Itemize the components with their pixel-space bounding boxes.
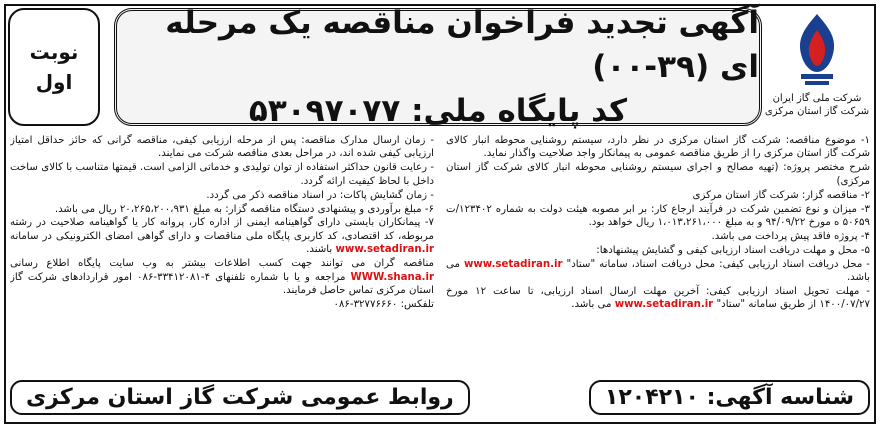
estimate-paragraph: ۶- مبلغ برآوردی و پیشنهادی دستگاه مناقصه گزار: به مبلغ ۲۰،۲۶۵،۲۰۰،۹۳۱ ریال می باشد.: [54, 203, 434, 215]
info-paragraph: مناقصه گران می توانند جهت کسب اطلاعات بیشتر به وب سایت پایگاه اطلاع رسانی WWW.shana.ir مراجعه و یا با شماره تلفنهای ۴-۳۳۴۱۲۰۸۱-۰۸۶ امور قراردادهای شرکت گاز استان مرکزی تماس حاصل فرمایند.: [10, 258, 434, 296]
setad-link[interactable]: www.setadiran.ir: [463, 258, 563, 270]
right-column: [446, 134, 870, 370]
project-description: شرح مختصر پروژه: (تهیه مصالح و اجرای سیستم روشنایی محوطه انبار کالای شرکت گاز استان مرکزی): [446, 162, 870, 187]
tender-organizer: ۲- مناقصه گزار: شرکت گاز استان مرکزی: [692, 189, 870, 201]
turn-label: نوبت: [29, 40, 79, 64]
send-time-paragraph: - زمان ارسال مدارک مناقصه: پس از مرحله ارزیابی کیفی، مناقصه گرانی که حائز حداقل امتیاز ارزیابی کیفی شده اند، در مراحل بعدی مناقصه شرکت می نمایند.: [10, 135, 434, 160]
gas-flame-logo-icon: [777, 8, 857, 88]
company-logo: [762, 8, 872, 128]
opening-time-paragraph: - زمان گشایش پاکات: در اسناد مناقصه ذکر می گردد.: [206, 189, 434, 201]
left-column: [10, 134, 434, 370]
title-box: [114, 5, 762, 129]
contractor-requirements: ۷- پیمانکاران بایستی دارای گواهینامه ایمنی از اداره کار، پروانه کار یا گواهینامه صلاحیت در رشته مربوطه، کد اقتصادی، کد کاربری پایگاه ملی مناقصات و دارای گواهی امضای الکترونیکی در سامانه www.setadiran.ir باشند.: [10, 217, 434, 256]
telefax: تلفکس: ۳۲۷۷۶۶۶۰-۰۸۶: [333, 298, 434, 310]
national-code: کد پایگاه ملی: ۵۳۰۹۷۰۷۷: [248, 93, 628, 129]
documents-heading: ۵- محل و مهلت دریافت اسناد ارزیابی کیفی و گشایش پیشنهادها:: [596, 244, 870, 256]
setad-link-3[interactable]: www.setadiran.ir: [335, 244, 434, 256]
subject-paragraph: ۱- موضوع مناقصه: شرکت گاز استان مرکزی در نظر دارد، سیستم روشنایی محوطه انبار کالای شرکت گاز استان مرکزی را از طریق مناقصه عمومی به پیمانکار واجد صلاحیت واگذار نماید.: [446, 135, 870, 160]
footer: [10, 376, 870, 418]
ad-id: شناسه آگهی: ۱۲۰۴۲۱۰: [589, 380, 870, 415]
ad-title: آگهی تجدید فراخوان مناقصه یک مرحله ای (۳۹-۰۰): [165, 5, 759, 85]
documents-deadline: - مهلت تحویل اسناد ارزیابی کیفی: آخرین مهلت ارسال اسناد ارزیابی، تا ساعت ۱۲ مورخ ۱۴۰۰/۰۷/۲۷ از طریق سامانه "ستاد" www.setadiran.ir می باشد.: [446, 285, 870, 311]
turn-badge: [8, 8, 100, 126]
body-columns: [10, 134, 870, 370]
public-relations: روابط عمومی شرکت گاز استان مرکزی: [10, 380, 470, 415]
logo-text-line1: شرکت ملی گاز ایران: [772, 93, 862, 104]
guarantee-paragraph: ۳- میزان و نوع تضمین شرکت در فرآیند ارجاع کار: بر ابر مصوبه هیئت دولت به شماره ۱۲۳۴۰۲/ت ۵۰۶۵۹ ه مورخ ۹۴/۰۹/۲۲ و به مبلغ ۱،۰۱۳،۲۶۱،۰۰۰ ریال خواهد بود.: [446, 203, 870, 228]
logo-text-line2: شرکت گاز استان مرکزی: [764, 106, 870, 117]
turn-number: اول: [35, 70, 73, 94]
setad-link-2[interactable]: www.setadiran.ir: [614, 299, 714, 311]
prepayment-note: ۴- پروژه فاقد پیش پرداخت می باشد.: [711, 230, 870, 242]
documents-location: - محل دریافت اسناد ارزیابی کیفی: محل دریافت اسناد، سامانه "ستاد" www.setadiran.ir می باشد.: [446, 258, 870, 284]
domestic-law-paragraph: - رعایت قانون حداکثر استفاده از توان تولیدی و خدماتی الزامی است. قیمتها متناسب با کالای ساخت داخل با لحاظ کیفیت ارائه گردد.: [10, 162, 434, 187]
shana-link[interactable]: WWW.shana.ir: [350, 271, 434, 283]
